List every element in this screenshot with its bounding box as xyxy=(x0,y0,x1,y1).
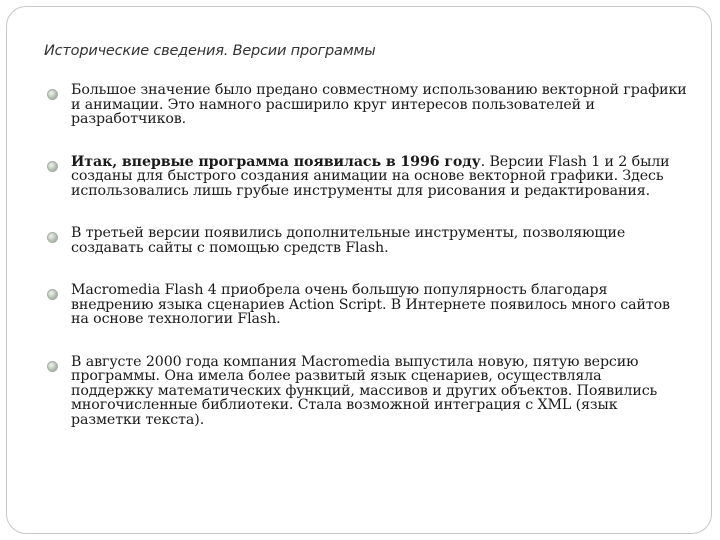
bullet-text: В августе 2000 года компания Macromedia выпустила новую, пятую версию программы. Она имела более развитый язык сценариев, осуществляла поддержку математических функций, массивов и других объектов. Появились многочисленные библиотеки. Стала возможной интеграция с XML (язык разметки текста). xyxy=(71,353,658,428)
bullet-text: Большое значение было предано совместному использованию векторной графики и анимации. Это намного расширило круг интересов пользователей и разработчиков. xyxy=(71,82,687,127)
bullet-item-2 xyxy=(47,155,687,199)
bullet-text xyxy=(71,155,687,199)
bullet-dot-icon xyxy=(47,232,58,243)
bullet-text: Macromedia Flash 4 приобрела очень большую популярность благодаря внедрению языка сценариев Action Script. В Интернете появилось много сайтов на основе технологии Flash. xyxy=(71,282,670,327)
bullet-text: В третьей версии появились дополнительные инструменты, позволяющие создавать сайты с помощью средств Flash. xyxy=(71,225,626,256)
bullet-list xyxy=(47,83,687,427)
slide-title: Исторические сведения. Версии программы xyxy=(44,43,376,59)
bullet-bold-text: Итак, впервые программа появилась в 1996 году xyxy=(71,153,481,170)
bullet-regular-text: . Версии Flash 1 и 2 были созданы для быстрого создания анимации на основе векторной графики. Здесь использовались лишь грубые инструменты для рисования и редактирования. xyxy=(71,153,670,199)
bullet-item-5 xyxy=(47,355,687,428)
bullet-dot-icon xyxy=(47,89,58,100)
bullet-item-1 xyxy=(47,83,687,127)
bullet-dot-icon xyxy=(47,361,58,372)
slide-frame xyxy=(6,6,712,534)
bullet-dot-icon xyxy=(47,161,58,172)
bullet-item-3 xyxy=(47,226,687,255)
bullet-item-4 xyxy=(47,283,687,327)
bullet-dot-icon xyxy=(47,289,58,300)
